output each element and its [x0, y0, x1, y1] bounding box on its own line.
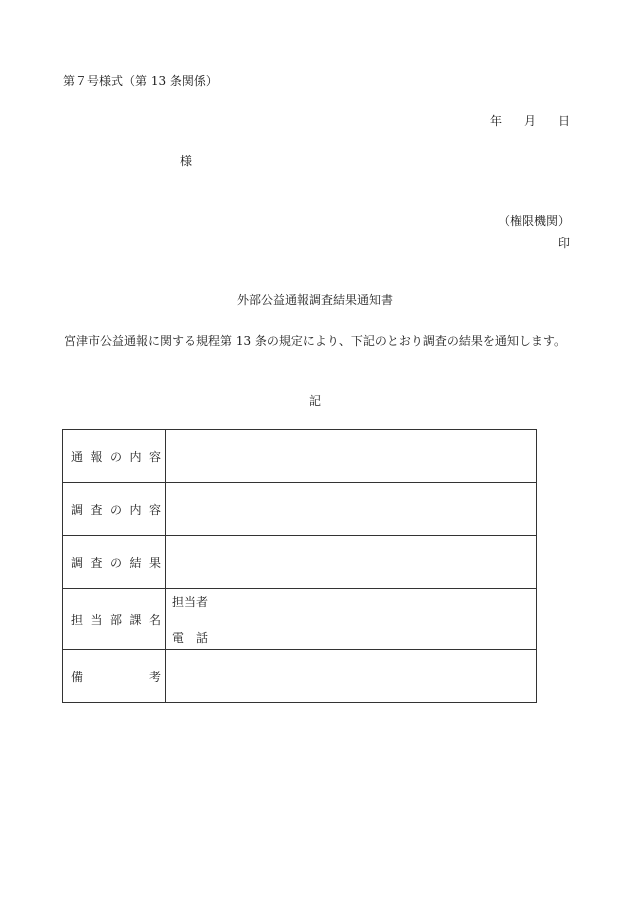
date-line: [490, 112, 570, 129]
row-label-report-content: 通報の内容: [63, 430, 166, 483]
contact-person-label: 担当者: [172, 595, 209, 609]
document-body: 宮津市公益通報に関する規程第 13 条の規定により、下記のとおり調査の結果を通知します。: [64, 334, 566, 348]
table-row: [63, 430, 537, 483]
addressee-honorific: 様: [180, 154, 193, 168]
report-content-field[interactable]: [166, 430, 537, 483]
phone-label: [172, 629, 208, 646]
phone-label-char2: 話: [196, 631, 209, 645]
table-row: [63, 650, 537, 703]
investigation-result-field[interactable]: [166, 536, 537, 589]
result-table: [62, 429, 537, 703]
date-day: 日: [557, 114, 570, 128]
date-year: 年: [489, 114, 502, 128]
investigation-content-field[interactable]: [166, 483, 537, 536]
authority-name: （権限機関）: [497, 214, 570, 228]
form-number: 第７号様式（第 13 条関係）: [63, 74, 218, 88]
remarks-field[interactable]: [166, 650, 537, 703]
document-title: 外部公益通報調査結果通知書: [236, 293, 393, 307]
row-label-department: 担当部課名: [63, 589, 166, 650]
table-row: [63, 483, 537, 536]
seal-mark: 印: [557, 236, 570, 250]
contact-block: [166, 589, 536, 649]
row-label-remarks: 備考: [63, 650, 166, 703]
ki-heading: 記: [308, 394, 321, 408]
phone-label-char1: 電: [172, 631, 185, 645]
table-row: [63, 589, 537, 650]
row-label-investigation-content: 調査の内容: [63, 483, 166, 536]
row-label-investigation-result: 調査の結果: [63, 536, 166, 589]
date-month: 月: [523, 114, 536, 128]
department-field[interactable]: [166, 589, 537, 650]
table-row: [63, 536, 537, 589]
